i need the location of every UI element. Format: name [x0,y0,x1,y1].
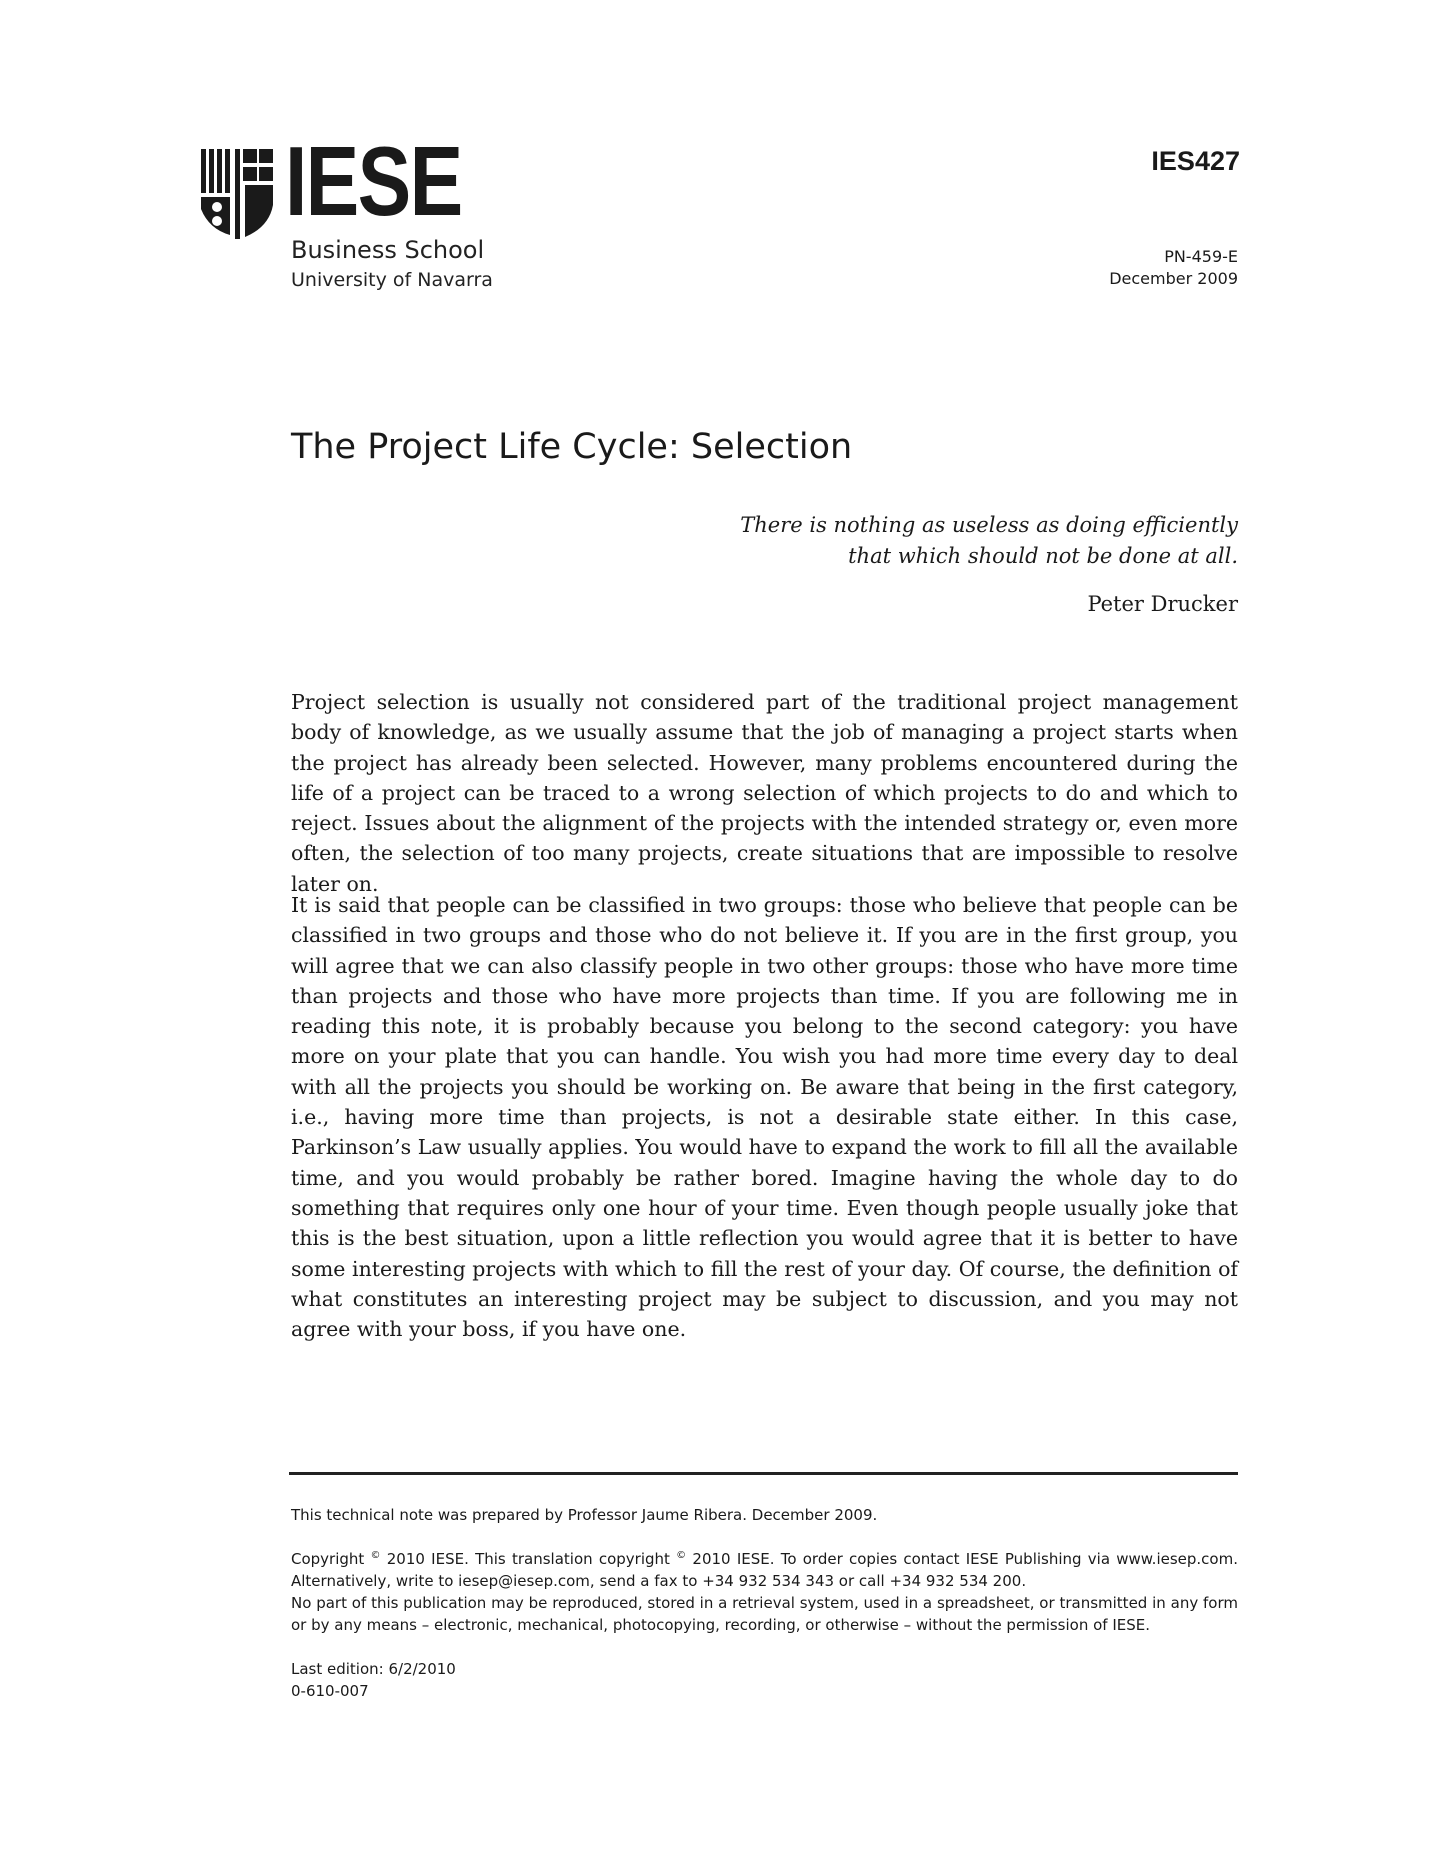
footer-rights: No part of this publication may be reproduced, stored in a retrieval system, used in a spreadsheet, or transmitted in any form or by any means – electronic, mechanical, photocopying, recording, or otherwise – without the permission of IESE. [291,1594,1238,1634]
logo-business-school: Business School [291,236,485,264]
logo-wordmark: IESE [285,126,462,236]
edition-code: 0-610-007 [291,1682,369,1700]
copyright-symbol: © [370,1550,381,1561]
copyright-symbol: © [676,1550,687,1561]
copyright-text-b: 2010 IESE. This translation copyright [380,1550,677,1568]
footer-copyright [291,1548,1238,1636]
note-meta [1109,246,1238,291]
page-title: The Project Life Cycle: Selection [291,427,853,467]
body-paragraph: It is said that people can be classified in two groups: those who believe that people can be classified in two groups and those who do not believe it. If you are in the first group, you will agree that we can also classify people in two other groups: those who have more time than projects and those who have more projects than time. If you are following me in reading this note, it is probably because you belong to the second category: you have more on your plate that you can handle. You wish you had more time every day to deal with all the projects you should be working on. Be aware that being in the first category, i.e., having more time than projects, is not a desirable state either. In this case, Parkinson’s Law usually applies. You would have to expand the work to fill all the available time, and you would probably be rather bored. Imagine having the whole day to do something that requires only one hour of your time. Even though people usually joke that this is the best situation, upon a little reflection you would agree that it is better to have some interesting projects with which to fill the rest of your day. Of course, the definition of what constitutes an interesting project may be subject to discussion, and you may not agree with your boss, if you have one. [291,893,1238,1342]
epigraph-line-2: that which should not be done at all. [848,544,1238,568]
epigraph-quote [740,510,1238,572]
note-date: December 2009 [1109,269,1238,289]
body-paragraph: Project selection is usually not considered part of the traditional project management body of knowledge, as we usually assume that the job of managing a project starts when the project has already been selected. However, many problems encountered during the life of a project can be traced to a wrong selection of which projects to do and which to reject. Issues about the alignment of the projects with the intended strategy or, even more often, the selection of too many projects, create situations that are impossible to resolve later on. [291,690,1238,896]
last-edition: Last edition: 6/2/2010 [291,1660,456,1678]
footer-edition [291,1658,1238,1702]
copyright-text-a: Copyright [291,1550,371,1568]
footer-prepared-by: This technical note was prepared by Professor Jaume Ribera. December 2009. [291,1506,878,1524]
footer-divider [289,1472,1238,1475]
epigraph-line-1: There is nothing as useless as doing efficiently [740,513,1238,537]
note-number: PN-459-E [1164,247,1238,266]
iese-shield-logo-icon [197,145,277,245]
logo-university: University of Navarra [291,269,493,291]
document-code: IES427 [1151,146,1240,176]
epigraph-author: Peter Drucker [1087,592,1238,616]
copyright-text-c: 2010 IESE. To order copies contact IESE Publishing via www.iesep.com. Alternatively, write to iesep@iesep.com, send a fax to +34 932 534 343 or call +34 932 534 200. [291,1550,1238,1590]
